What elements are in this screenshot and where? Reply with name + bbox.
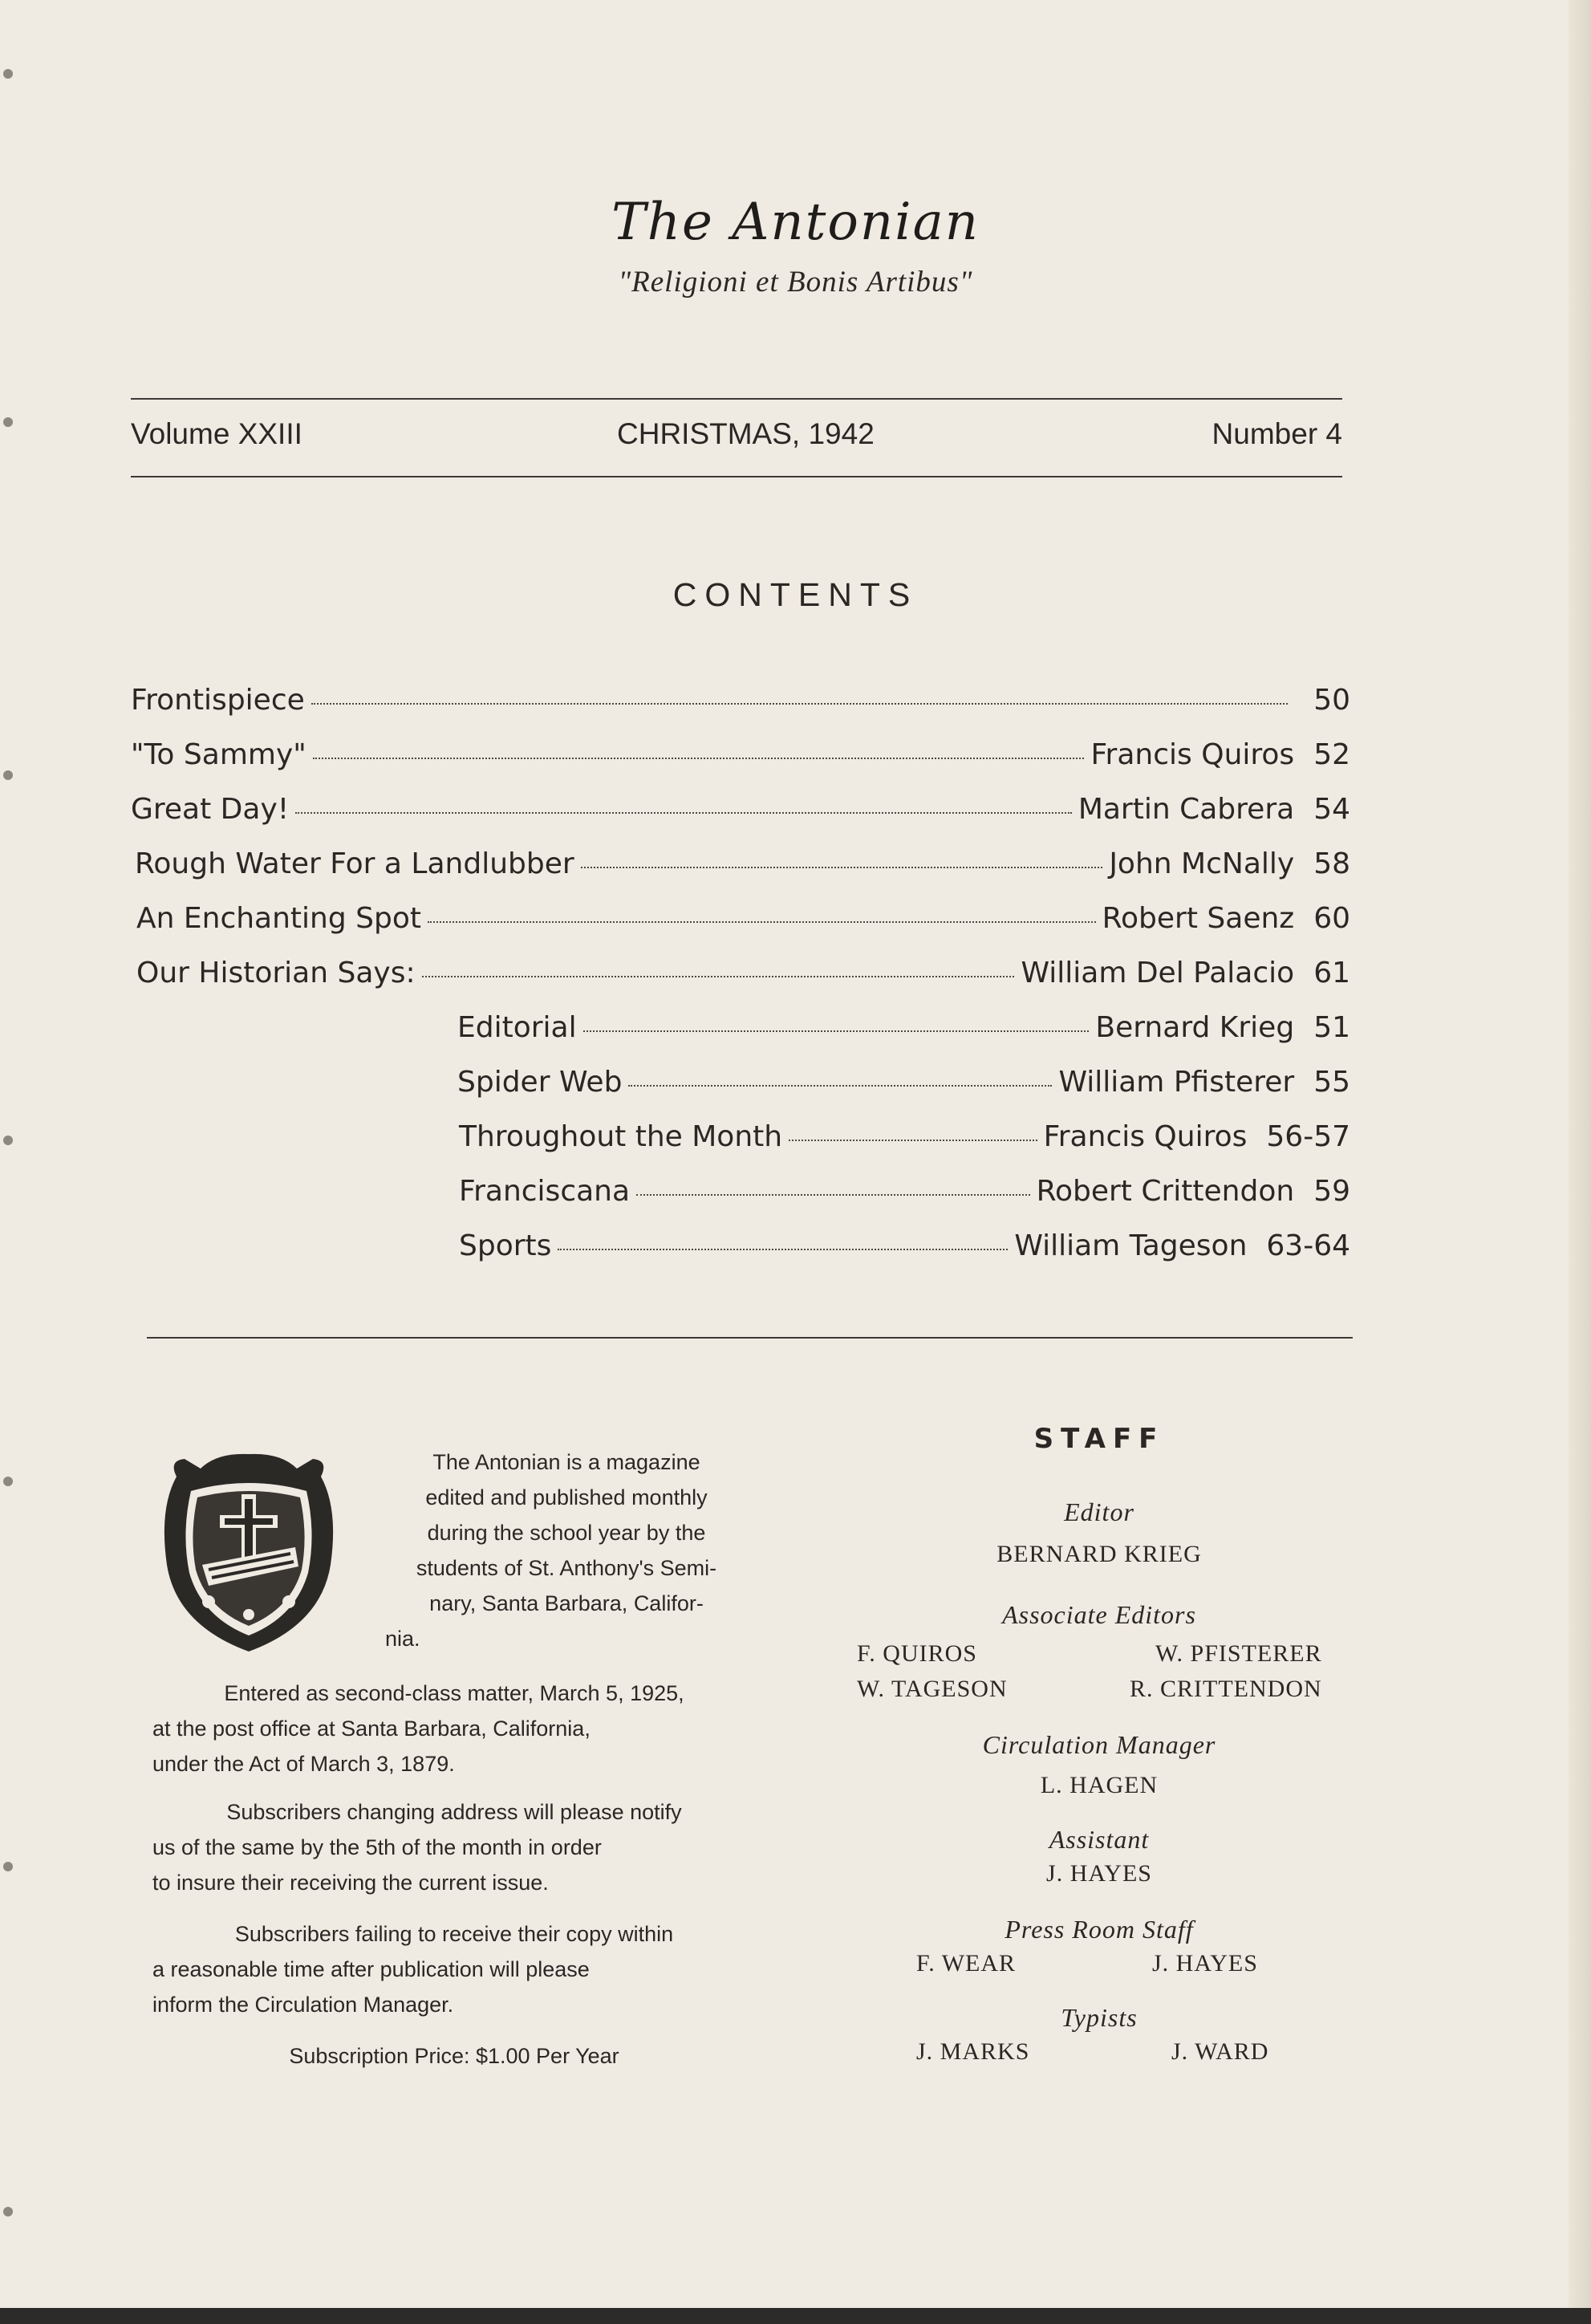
toc-leader (313, 758, 1085, 759)
toc-page: 61 (1313, 957, 1350, 989)
toc-author: Francis Quiros (1043, 1120, 1248, 1153)
toc-row (136, 902, 1350, 935)
toc-title: An Enchanting Spot (136, 902, 422, 935)
volume-label: Volume XXIII (131, 417, 302, 450)
toc-page: 63-64 (1266, 1229, 1350, 1262)
magazine-title: The Antonian (611, 193, 980, 252)
associate-editors-label: Associate Editors (1002, 1600, 1196, 1629)
toc-leader (422, 976, 1015, 977)
masthead (0, 193, 1591, 299)
about-paragraph (385, 1444, 748, 1656)
toc-row (131, 793, 1350, 826)
toc-author: William Del Palacio (1021, 957, 1295, 989)
circulation-name: L. HAGEN (1040, 1772, 1159, 1798)
toc-author: William Tageson (1014, 1229, 1248, 1262)
toc-row (457, 1066, 1350, 1099)
toc-row (136, 957, 1350, 989)
circulation-label: Circulation Manager (982, 1730, 1216, 1759)
about-line: students of St. Anthony's Semi- (416, 1556, 717, 1580)
issue-rule (131, 476, 1342, 477)
toc-author: William Pfisterer (1058, 1066, 1295, 1099)
toc-leader (789, 1140, 1037, 1141)
top-rule (131, 398, 1342, 400)
toc-title: Great Day! (131, 793, 290, 826)
subscription-price-text: Subscription Price: $1.00 Per Year (289, 2044, 619, 2068)
change-line: Subscribers changing address will please notify (226, 1800, 682, 1824)
staff-name: J. WARD (1171, 2038, 1269, 2065)
toc-leader (583, 1030, 1090, 1032)
toc-page: 59 (1313, 1175, 1350, 1208)
page-bottom-edge (0, 2308, 1591, 2324)
toc-leader (295, 812, 1072, 814)
subscription-price (152, 2038, 756, 2074)
staff-name: F. QUIROS (857, 1640, 977, 1667)
toc-title: Frontispiece (131, 684, 305, 717)
assistant-name: J. HAYES (1046, 1860, 1152, 1887)
issue-date: CHRISTMAS, 1942 (617, 417, 875, 450)
toc-leader (628, 1085, 1052, 1087)
toc-leader (428, 921, 1096, 923)
contents-heading: CONTENTS (672, 576, 919, 613)
about-line: nary, Santa Barbara, Califor- (429, 1591, 704, 1615)
entered-line: under the Act of March 3, 1879. (152, 1752, 455, 1776)
toc-title: "To Sammy" (131, 738, 306, 771)
toc-title: Sports (459, 1229, 552, 1262)
toc-author: Martin Cabrera (1078, 793, 1295, 826)
toc-title: Throughout the Month (459, 1120, 783, 1153)
editor-label: Editor (1064, 1497, 1134, 1526)
contents-bottom-rule (147, 1337, 1353, 1339)
toc-leader (558, 1249, 1008, 1250)
typists-label: Typists (1061, 2003, 1138, 2032)
toc-page: 60 (1313, 902, 1350, 935)
toc-page: 51 (1313, 1011, 1350, 1044)
toc-row (131, 684, 1350, 717)
failing-line: inform the Circulation Manager. (152, 1993, 454, 2017)
toc-row (459, 1120, 1350, 1153)
change-line: us of the same by the 5th of the month in order (152, 1835, 602, 1859)
toc-author: Francis Quiros (1090, 738, 1295, 771)
issue-number: Number 4 (1212, 417, 1342, 450)
press-room-label: Press Room Staff (1005, 1915, 1194, 1944)
toc-leader (581, 867, 1103, 868)
editor-name: BERNARD KRIEG (996, 1541, 1202, 1567)
toc-row (459, 1175, 1350, 1208)
toc-row (459, 1229, 1350, 1262)
toc-title: Our Historian Says: (136, 957, 416, 989)
seminary-seal-icon (152, 1444, 345, 1657)
assistant-label: Assistant (1049, 1825, 1150, 1854)
staff-name: F. WEAR (916, 1950, 1017, 1977)
entered-line: at the post office at Santa Barbara, California, (152, 1717, 591, 1741)
staff-name: W. TAGESON (857, 1676, 1008, 1702)
staff-name: J. HAYES (1152, 1950, 1258, 1977)
toc-row (131, 738, 1350, 771)
not-received-paragraph (152, 1916, 756, 2022)
issue-line (131, 417, 1342, 457)
staff-name: J. MARKS (916, 2038, 1030, 2065)
entered-paragraph (152, 1676, 756, 1782)
toc-page: 56-57 (1266, 1120, 1350, 1153)
entered-line: Entered as second-class matter, March 5, 1925, (224, 1681, 684, 1705)
staff-name: R. CRITTENDON (1130, 1676, 1322, 1702)
change-line: to insure their receiving the current issue. (152, 1871, 549, 1895)
address-change-paragraph (152, 1794, 756, 1900)
toc-title: Rough Water For a Landlubber (135, 847, 574, 880)
toc-title: Franciscana (459, 1175, 631, 1208)
toc-author: Robert Crittendon (1036, 1175, 1295, 1208)
toc-author: John McNally (1109, 847, 1295, 880)
toc-page: 55 (1313, 1066, 1350, 1099)
toc-leader (311, 703, 1288, 705)
toc-page: 52 (1313, 738, 1350, 771)
about-line: edited and published monthly (425, 1485, 708, 1509)
magazine-motto: "Religioni et Bonis Artibus" (618, 266, 973, 299)
toc-page: 50 (1313, 684, 1350, 717)
toc-title: Editorial (457, 1011, 577, 1044)
toc-page: 54 (1313, 793, 1350, 826)
page-edge-shadow (1569, 0, 1591, 2324)
staff-heading: STAFF (1033, 1423, 1165, 1455)
toc-page: 58 (1313, 847, 1350, 880)
failing-line: a reasonable time after publication will please (152, 1957, 590, 1981)
about-line: during the school year by the (427, 1521, 706, 1545)
toc-row (457, 1011, 1350, 1044)
toc-row (135, 847, 1350, 880)
about-line: nia. (385, 1627, 420, 1651)
toc-author: Robert Saenz (1102, 902, 1295, 935)
toc-leader (636, 1194, 1030, 1196)
toc-title: Spider Web (457, 1066, 623, 1099)
toc-author: Bernard Krieg (1095, 1011, 1295, 1044)
staff-name: W. PFISTERER (1155, 1640, 1322, 1667)
failing-line: Subscribers failing to receive their copy within (234, 1922, 674, 1946)
about-line: The Antonian is a magazine (432, 1450, 700, 1474)
